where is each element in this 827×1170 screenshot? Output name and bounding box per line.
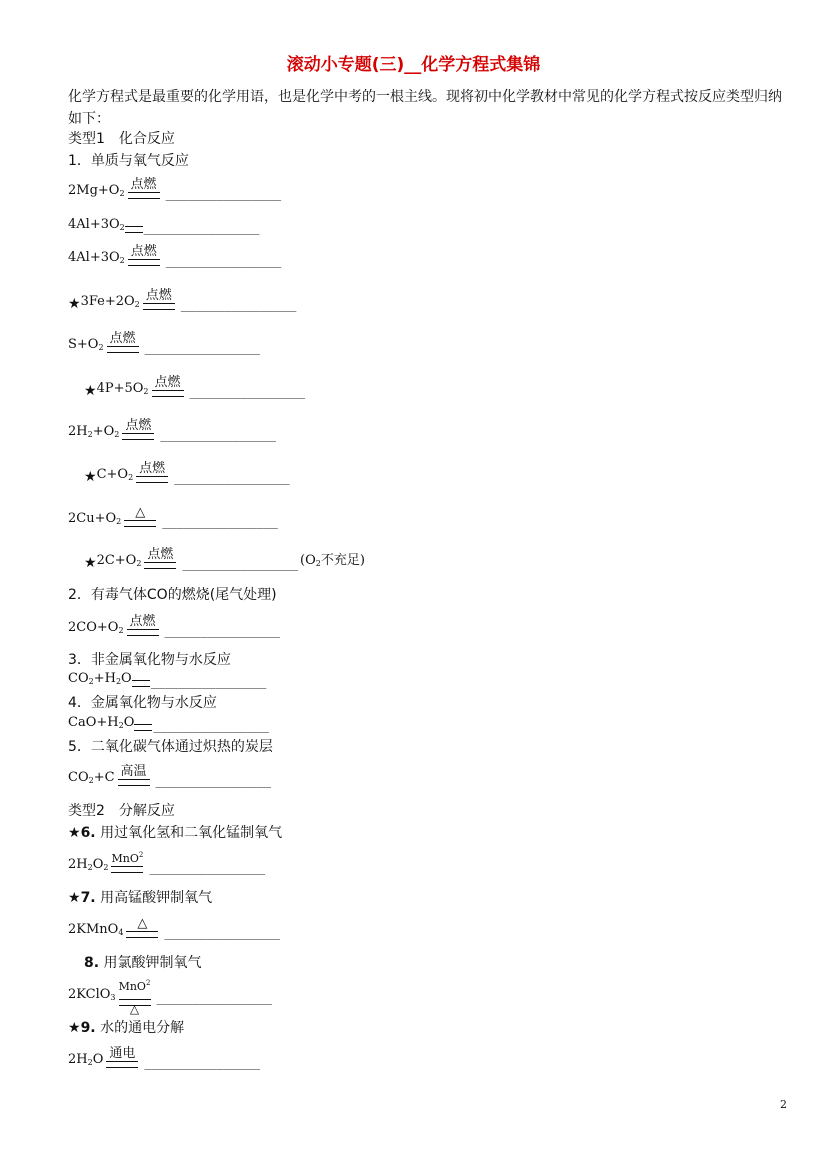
star-icon: ★ <box>68 296 81 312</box>
condition-ignite: 点燃 <box>152 384 184 400</box>
equation-co-o2: $2CO+O_2$ 点燃 ________________ <box>68 614 281 638</box>
answer-blank[interactable]: ________________ <box>155 774 272 788</box>
answer-blank[interactable]: ________________ <box>182 557 299 571</box>
answer-blank[interactable]: ________________ <box>164 926 281 940</box>
section5-heading: 5．二氧化碳气体通过炽热的炭层 <box>68 739 273 755</box>
condition-high-temp: 高温 <box>118 773 150 789</box>
section6-heading: ★6. 用过氧化氢和二氧化锰制氧气 <box>68 825 283 841</box>
answer-blank[interactable]: ________________ <box>150 675 267 689</box>
answer-blank[interactable]: ________________ <box>160 428 276 442</box>
answer-blank[interactable]: ________________ <box>165 254 282 268</box>
answer-blank[interactable]: ________________ <box>144 341 261 355</box>
section1-heading: 1．单质与氧气反应 <box>68 153 189 169</box>
answer-blank[interactable]: ________________ <box>143 221 260 235</box>
equation-cu-o2: $2Cu+O_2$ △ ________________ <box>68 505 278 529</box>
equation-co2-h2o: $CO_2+H_2O$ ________________ <box>68 671 267 689</box>
page-title: 滚动小专题(三)__化学方程式集锦 <box>286 55 541 75</box>
condition-ignite: 点燃 <box>107 340 139 356</box>
equation-kclo3: 2KClO$_3$ MnO$^2$ △ ________________ <box>68 979 273 1016</box>
condition-catalyst: MnO$^2$ <box>111 860 143 876</box>
intro-paragraph: 化学方程式是最重要的化学用语，也是化学中考的一根主线。现将初中化学教材中常见的化学方程式按反应类型归纳如下： <box>68 89 782 127</box>
condition-ignite: 点燃 <box>128 186 160 202</box>
answer-blank[interactable]: ________________ <box>149 861 266 875</box>
star-icon: ★ <box>84 469 97 485</box>
section8-heading: 8. 用氯酸钾制氧气 <box>84 955 202 971</box>
condition-heat: △ <box>124 514 156 530</box>
condition-catalyst-heat: MnO$^2$ △ <box>118 979 151 1016</box>
answer-blank[interactable]: ________________ <box>174 471 290 485</box>
equation-cao-h2o: $CaO+H_2O$ ________________ <box>68 715 269 733</box>
type1-heading: 类型1 化合反应 <box>68 131 175 147</box>
answer-blank[interactable]: ________________ <box>180 298 297 312</box>
section4-heading: 4．金属氧化物与水反应 <box>68 695 217 711</box>
answer-blank[interactable]: ________________ <box>162 515 278 529</box>
section9-heading: ★9. 水的通电分解 <box>68 1020 185 1036</box>
answer-blank[interactable]: ________________ <box>144 1056 260 1070</box>
page-number: 2 <box>780 1098 787 1111</box>
equation-h2o2: $2H_2O_2$ MnO$^2$ ________________ <box>68 851 266 875</box>
equation-kmno4: 2KMnO$_4$ △ ________________ <box>68 916 281 940</box>
condition-ignite: 点燃 <box>128 253 160 269</box>
star-icon: ★ <box>84 383 97 399</box>
condition-heat: △ <box>126 925 158 941</box>
condition-ignite: 点燃 <box>122 427 154 443</box>
answer-blank[interactable]: ________________ <box>156 991 273 1005</box>
equation-h2o-electrolysis: $2H_2O$ 通电 ________________ <box>68 1046 260 1070</box>
answer-blank[interactable]: ________________ <box>165 187 282 201</box>
equation-al-o2-no-condition: $4Al+3O_2$ ________________ <box>68 217 260 235</box>
condition-ignite: 点燃 <box>136 470 168 486</box>
answer-blank[interactable]: ________________ <box>189 385 306 399</box>
section2-heading: 2．有毒气体CO的燃烧(尾气处理) <box>68 587 277 603</box>
star-icon: ★ <box>68 1020 81 1036</box>
section7-heading: ★7. 用高锰酸钾制氧气 <box>68 890 213 906</box>
section3-heading: 3．非金属氧化物与水反应 <box>68 652 231 668</box>
star-icon: ★ <box>68 890 81 906</box>
condition-note: ($O_2$不充足) <box>300 553 365 568</box>
equation-al-o2-ignite: $4Al+3O_2$ 点燃 ________________ <box>68 244 282 268</box>
equation-c-o2-insufficient: $★2C+O_2$ 点燃 ________________ ($O_2$不充足) <box>84 547 365 571</box>
condition-ignite: 点燃 <box>144 556 176 572</box>
condition-electrolysis: 通电 <box>106 1055 138 1071</box>
type2-heading: 类型2 分解反应 <box>68 803 175 819</box>
equation-fe-o2: $★3Fe+2O_2$ 点燃 ________________ <box>68 288 297 312</box>
condition-ignite: 点燃 <box>143 297 175 313</box>
condition-equals <box>132 676 150 690</box>
star-icon: ★ <box>84 555 97 571</box>
equation-c-o2: $★C+O_2$ 点燃 ________________ <box>84 461 290 485</box>
condition-ignite: 点燃 <box>127 623 159 639</box>
equation-p-o2: $★4P+5O_2$ 点燃 ________________ <box>84 375 306 399</box>
equation-mg-o2: $2Mg+O_2$ 点燃 ________________ <box>68 177 282 201</box>
answer-blank[interactable]: ________________ <box>164 624 281 638</box>
equation-co2-c: $CO_2+C$ 高温 ________________ <box>68 764 272 788</box>
equation-s-o2: $S+O_2$ 点燃 ________________ <box>68 331 261 355</box>
condition-equals <box>125 222 143 236</box>
equation-h2-o2: $2H_2+O_2$ 点燃 ________________ <box>68 418 276 442</box>
star-icon: ★ <box>68 825 81 841</box>
answer-blank[interactable]: ________________ <box>153 719 269 733</box>
condition-equals <box>134 720 152 734</box>
